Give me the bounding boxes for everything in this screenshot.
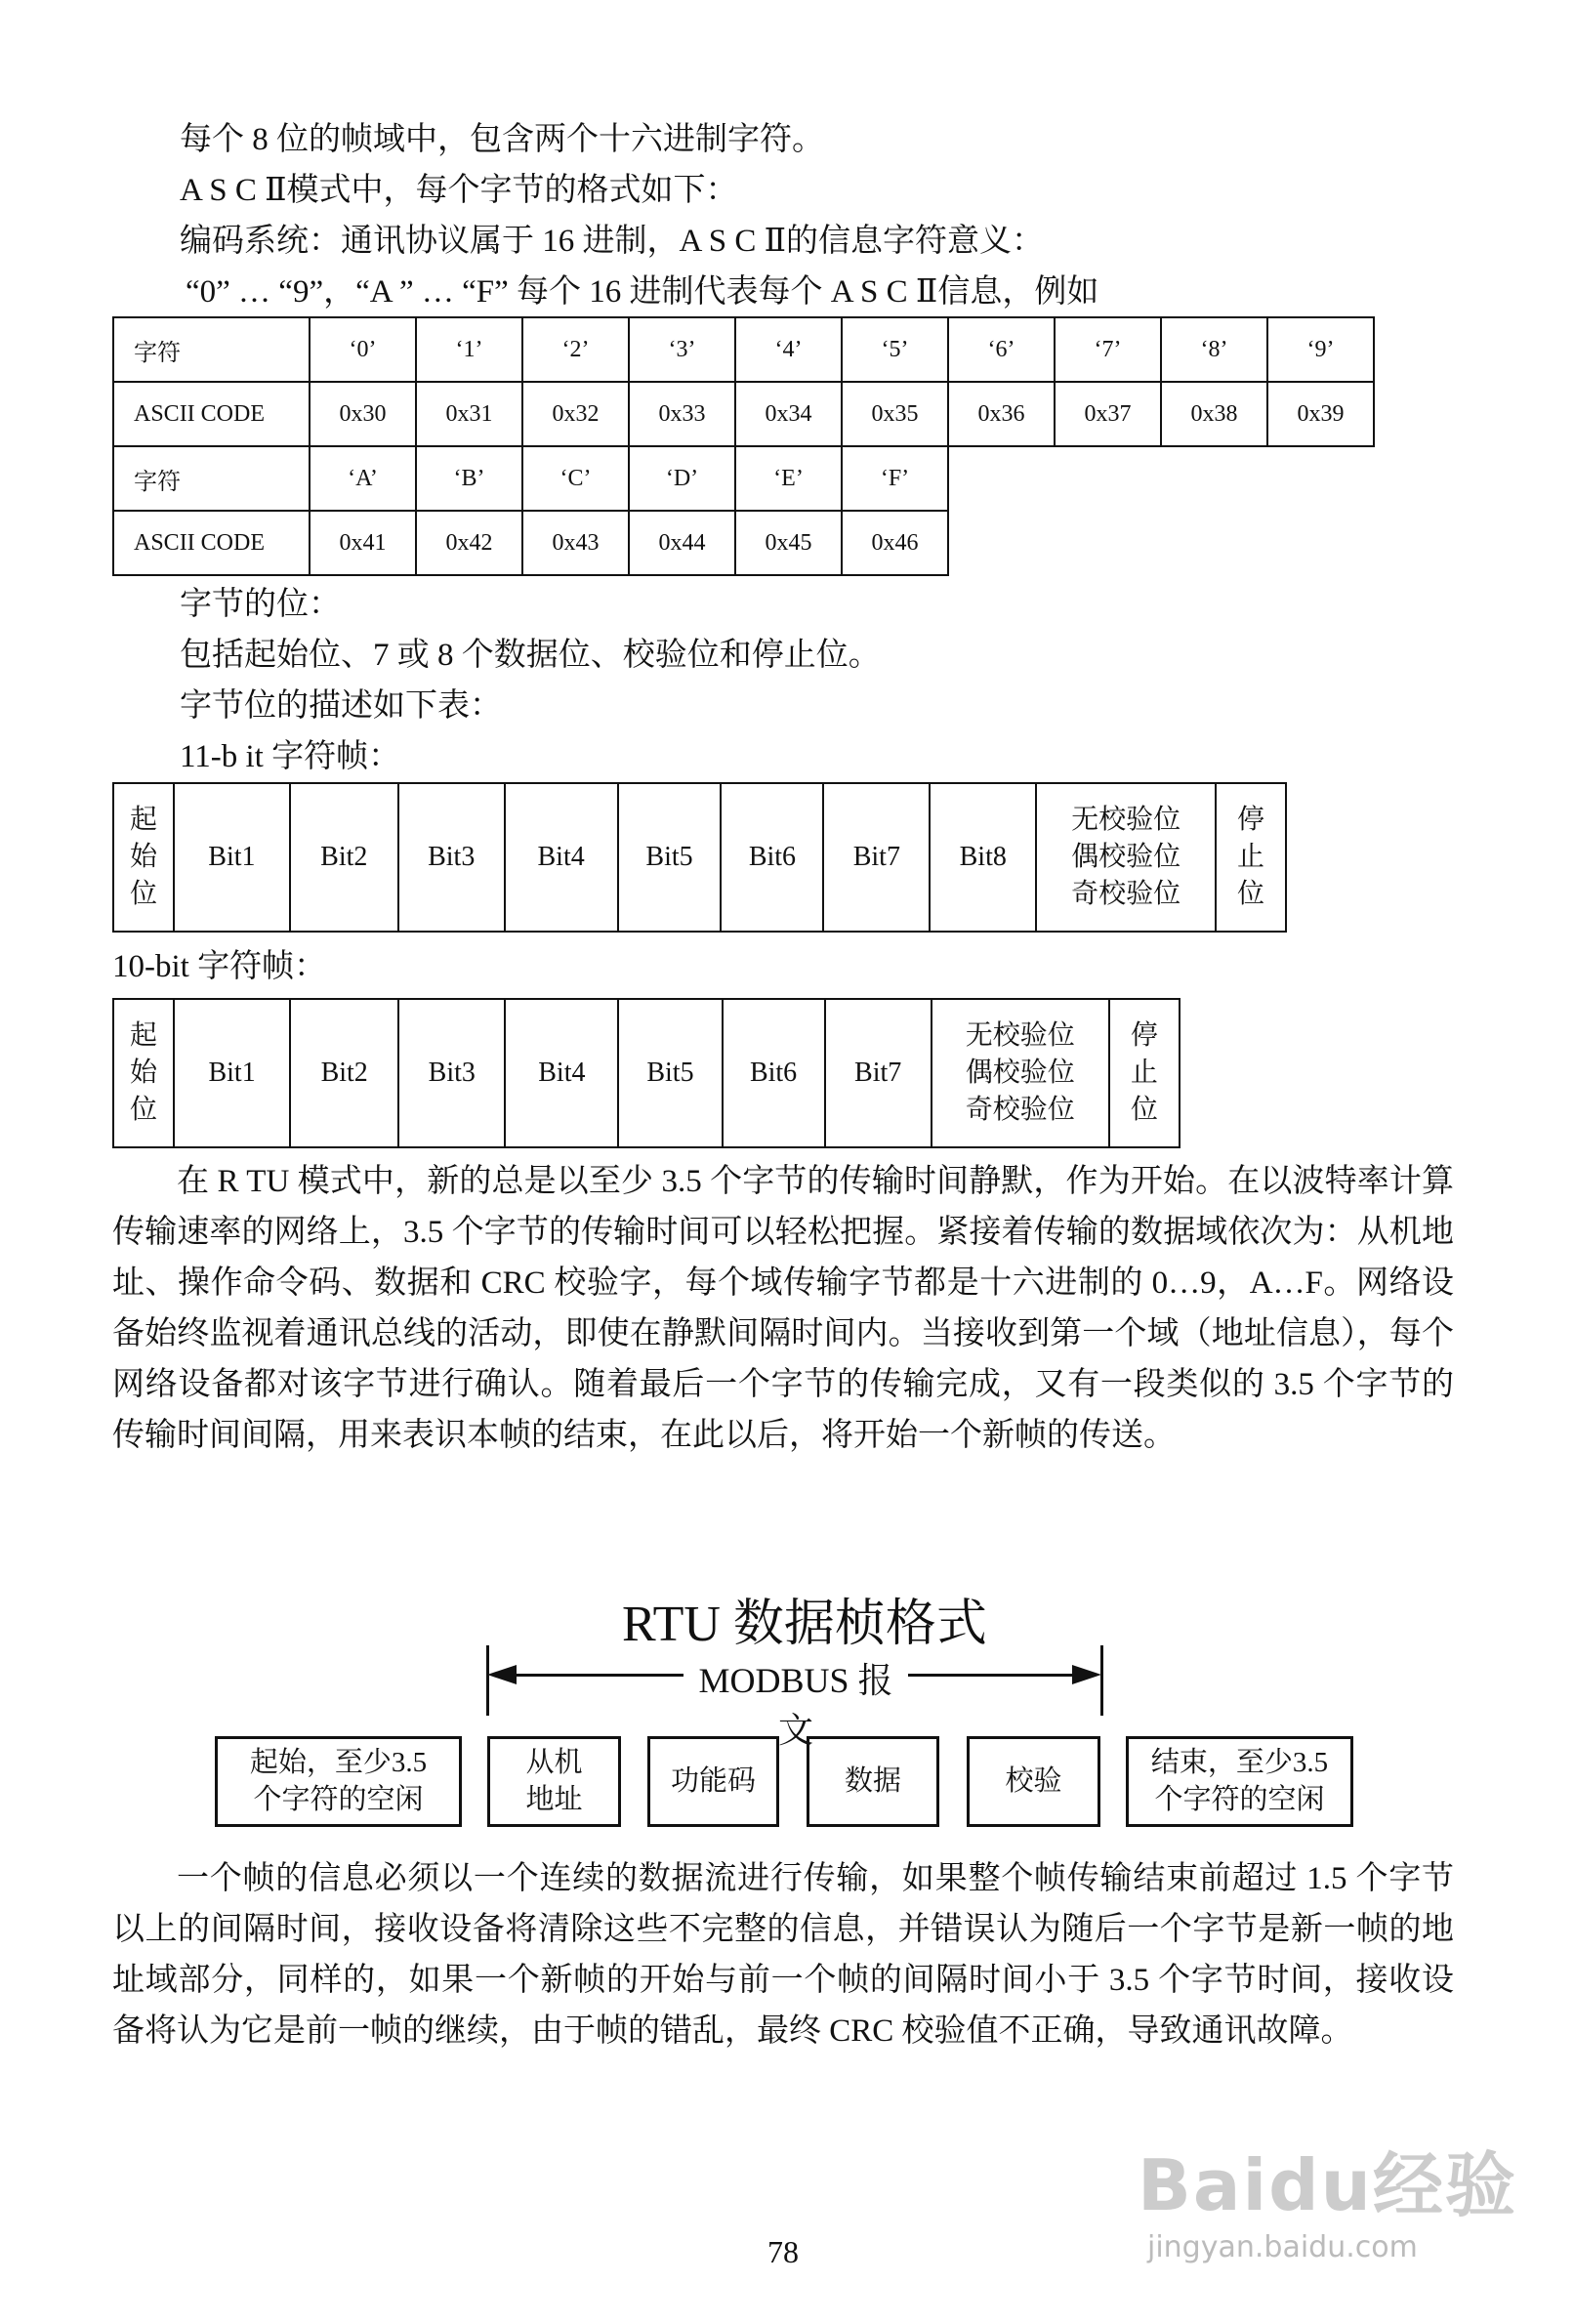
row-label: ASCII CODE <box>113 511 310 575</box>
table-cell: 0x32 <box>522 382 629 446</box>
row-label: 字符 <box>113 317 310 382</box>
table-cell: 0x39 <box>1267 382 1374 446</box>
watermark-brand: Baidu经验 <box>1138 2144 1517 2226</box>
frame-box-function: 功能码 <box>647 1736 779 1827</box>
modbus-message-label: MODBUS 报文 <box>683 1653 908 1753</box>
table-cell: 0x44 <box>629 511 735 575</box>
start-bit-cell: 起始位 <box>113 783 174 932</box>
frame-box-start: 起始，至少3.5 个字符的空闲 <box>215 1736 462 1827</box>
bit-cell: Bit2 <box>290 999 398 1147</box>
bit-cell: Bit5 <box>618 999 722 1147</box>
table-row <box>113 317 1374 382</box>
table-cell: ‘E’ <box>735 446 842 511</box>
table-cell: 0x42 <box>416 511 522 575</box>
table-cell: 0x34 <box>735 382 842 446</box>
table-cell: 0x38 <box>1161 382 1267 446</box>
table-cell: 0x30 <box>310 382 416 446</box>
table-cell: 0x43 <box>522 511 629 575</box>
byte-line-2: 包括起始位、7 或 8 个数据位、校验位和停止位。 <box>180 638 881 673</box>
frame-box-address: 从机 地址 <box>487 1736 621 1827</box>
byte-line-1: 字节的位： <box>180 587 341 622</box>
frame10-label: 10-bit 字符帧： <box>112 949 327 984</box>
bit-cell: Bit3 <box>398 999 505 1147</box>
intro-line-3: 编码系统：通讯协议属于 16 进制，A S C Ⅱ的信息字符意义： <box>180 224 1045 259</box>
parity-cell: 无校验位 偶校验位 奇校验位 <box>1036 783 1216 932</box>
row-label: 字符 <box>113 446 310 511</box>
arrow-right-icon <box>1072 1665 1101 1684</box>
bit-cell: Bit7 <box>823 783 930 932</box>
table-row <box>113 999 1180 1147</box>
bit-cell: Bit7 <box>825 999 932 1147</box>
table-cell: 0x46 <box>842 511 948 575</box>
intro-line-4: “0” … “9”，“A ” … “F” 每个 16 进制代表每个 A S C Ⅱ信息，例如 <box>186 274 1099 310</box>
table-cell: ‘3’ <box>629 317 735 382</box>
table-cell: 0x37 <box>1055 382 1161 446</box>
bit-cell: Bit1 <box>174 783 290 932</box>
bit-cell: Bit6 <box>721 783 823 932</box>
table-row <box>113 783 1286 932</box>
table-cell: ‘7’ <box>1055 317 1161 382</box>
table-cell: 0x33 <box>629 382 735 446</box>
table-row <box>113 511 1374 575</box>
row-label: ASCII CODE <box>113 382 310 446</box>
intro-line-2: A S C Ⅱ模式中，每个字节的格式如下： <box>180 173 738 208</box>
table-cell: 0x36 <box>948 382 1055 446</box>
bit-cell: Bit4 <box>505 783 618 932</box>
watermark-url: jingyan.baidu.com <box>1147 2230 1418 2264</box>
table-cell: ‘0’ <box>310 317 416 382</box>
stop-bit-cell: 停止位 <box>1216 783 1286 932</box>
diagram-title: RTU 数据桢格式 <box>622 1597 987 1652</box>
table-cell: ‘1’ <box>416 317 522 382</box>
ascii-table <box>112 316 1375 576</box>
bit-cell: Bit3 <box>398 783 505 932</box>
table-cell: ‘5’ <box>842 317 948 382</box>
bit-cell: Bit6 <box>723 999 825 1147</box>
table-cell: ‘2’ <box>522 317 629 382</box>
frame11-table <box>112 782 1287 933</box>
frame-paragraph: 一个帧的信息必须以一个连续的数据流进行传输，如果整个帧传输结束前超过 1.5 个字节以上的间隔时间，接收设备将清除这些不完整的信息，并错误认为随后一个字节是新一帧的地址域部分，同样的，如果一个新帧的开始与前一个帧的间隔时间小于 3.5 个字节时间，接收设备将认为它是前一帧的继续，由于帧的错乱，最终 CRC 校验值不正确，导致通讯故障。 <box>112 1861 1454 2049</box>
empty-cell <box>948 511 1374 575</box>
rtu-paragraph: 在 R TU 模式中，新的总是以至少 3.5 个字节的传输时间静默，作为开始。在以波特率计算传输速率的网络上，3.5 个字节的传输时间可以轻松把握。紧接着传输的数据域依次为：从机地址、操作命令码、数据和 CRC 校验字，每个域传输字节都是十六进制的 0…9，A…F。网络设备始终监视着通讯总线的活动，即使在静默间隔时间内。当接收到第一个域（地址信息），每个网络设备都对该字节进行确认。随着最后一个字节的传输完成，又有一段类似的 3.5 个字节的传输时间间隔，用来表识本帧的结束，在此以后，将开始一个新帧的传送。 <box>112 1164 1454 1453</box>
frame10-table <box>112 998 1180 1148</box>
page-number: 78 <box>767 2234 799 2269</box>
parity-cell: 无校验位 偶校验位 奇校验位 <box>932 999 1109 1147</box>
table-cell: ‘B’ <box>416 446 522 511</box>
table-cell: 0x31 <box>416 382 522 446</box>
start-bit-cell: 起始位 <box>113 999 174 1147</box>
bit-cell: Bit5 <box>618 783 722 932</box>
frame-box-data: 数据 <box>807 1736 939 1827</box>
table-cell: 0x41 <box>310 511 416 575</box>
byte-line-3: 字节位的描述如下表： <box>180 688 502 724</box>
bit-cell: Bit1 <box>174 999 290 1147</box>
table-cell: 0x45 <box>735 511 842 575</box>
bit-cell: Bit8 <box>930 783 1036 932</box>
intro-line-1: 每个 8 位的帧域中，包含两个十六进制字符。 <box>180 122 824 157</box>
frame-box-end: 结束，至少3.5 个字符的空闲 <box>1126 1736 1353 1827</box>
table-cell: 0x35 <box>842 382 948 446</box>
stop-bit-cell: 停止位 <box>1109 999 1180 1147</box>
baidu-watermark <box>1138 2129 1517 2264</box>
table-cell: ‘6’ <box>948 317 1055 382</box>
table-cell: ‘F’ <box>842 446 948 511</box>
bit-cell: Bit4 <box>505 999 618 1147</box>
empty-cell <box>948 446 1374 511</box>
arrow-left-icon <box>487 1665 517 1684</box>
table-cell: ‘C’ <box>522 446 629 511</box>
table-row <box>113 446 1374 511</box>
table-row <box>113 382 1374 446</box>
table-cell: ‘4’ <box>735 317 842 382</box>
table-cell: ‘8’ <box>1161 317 1267 382</box>
bit-cell: Bit2 <box>290 783 398 932</box>
table-cell: ‘D’ <box>629 446 735 511</box>
table-cell: ‘9’ <box>1267 317 1374 382</box>
table-cell: ‘A’ <box>310 446 416 511</box>
frame11-label: 11-b it 字符帧： <box>180 739 401 774</box>
frame-box-check: 校验 <box>967 1736 1100 1827</box>
